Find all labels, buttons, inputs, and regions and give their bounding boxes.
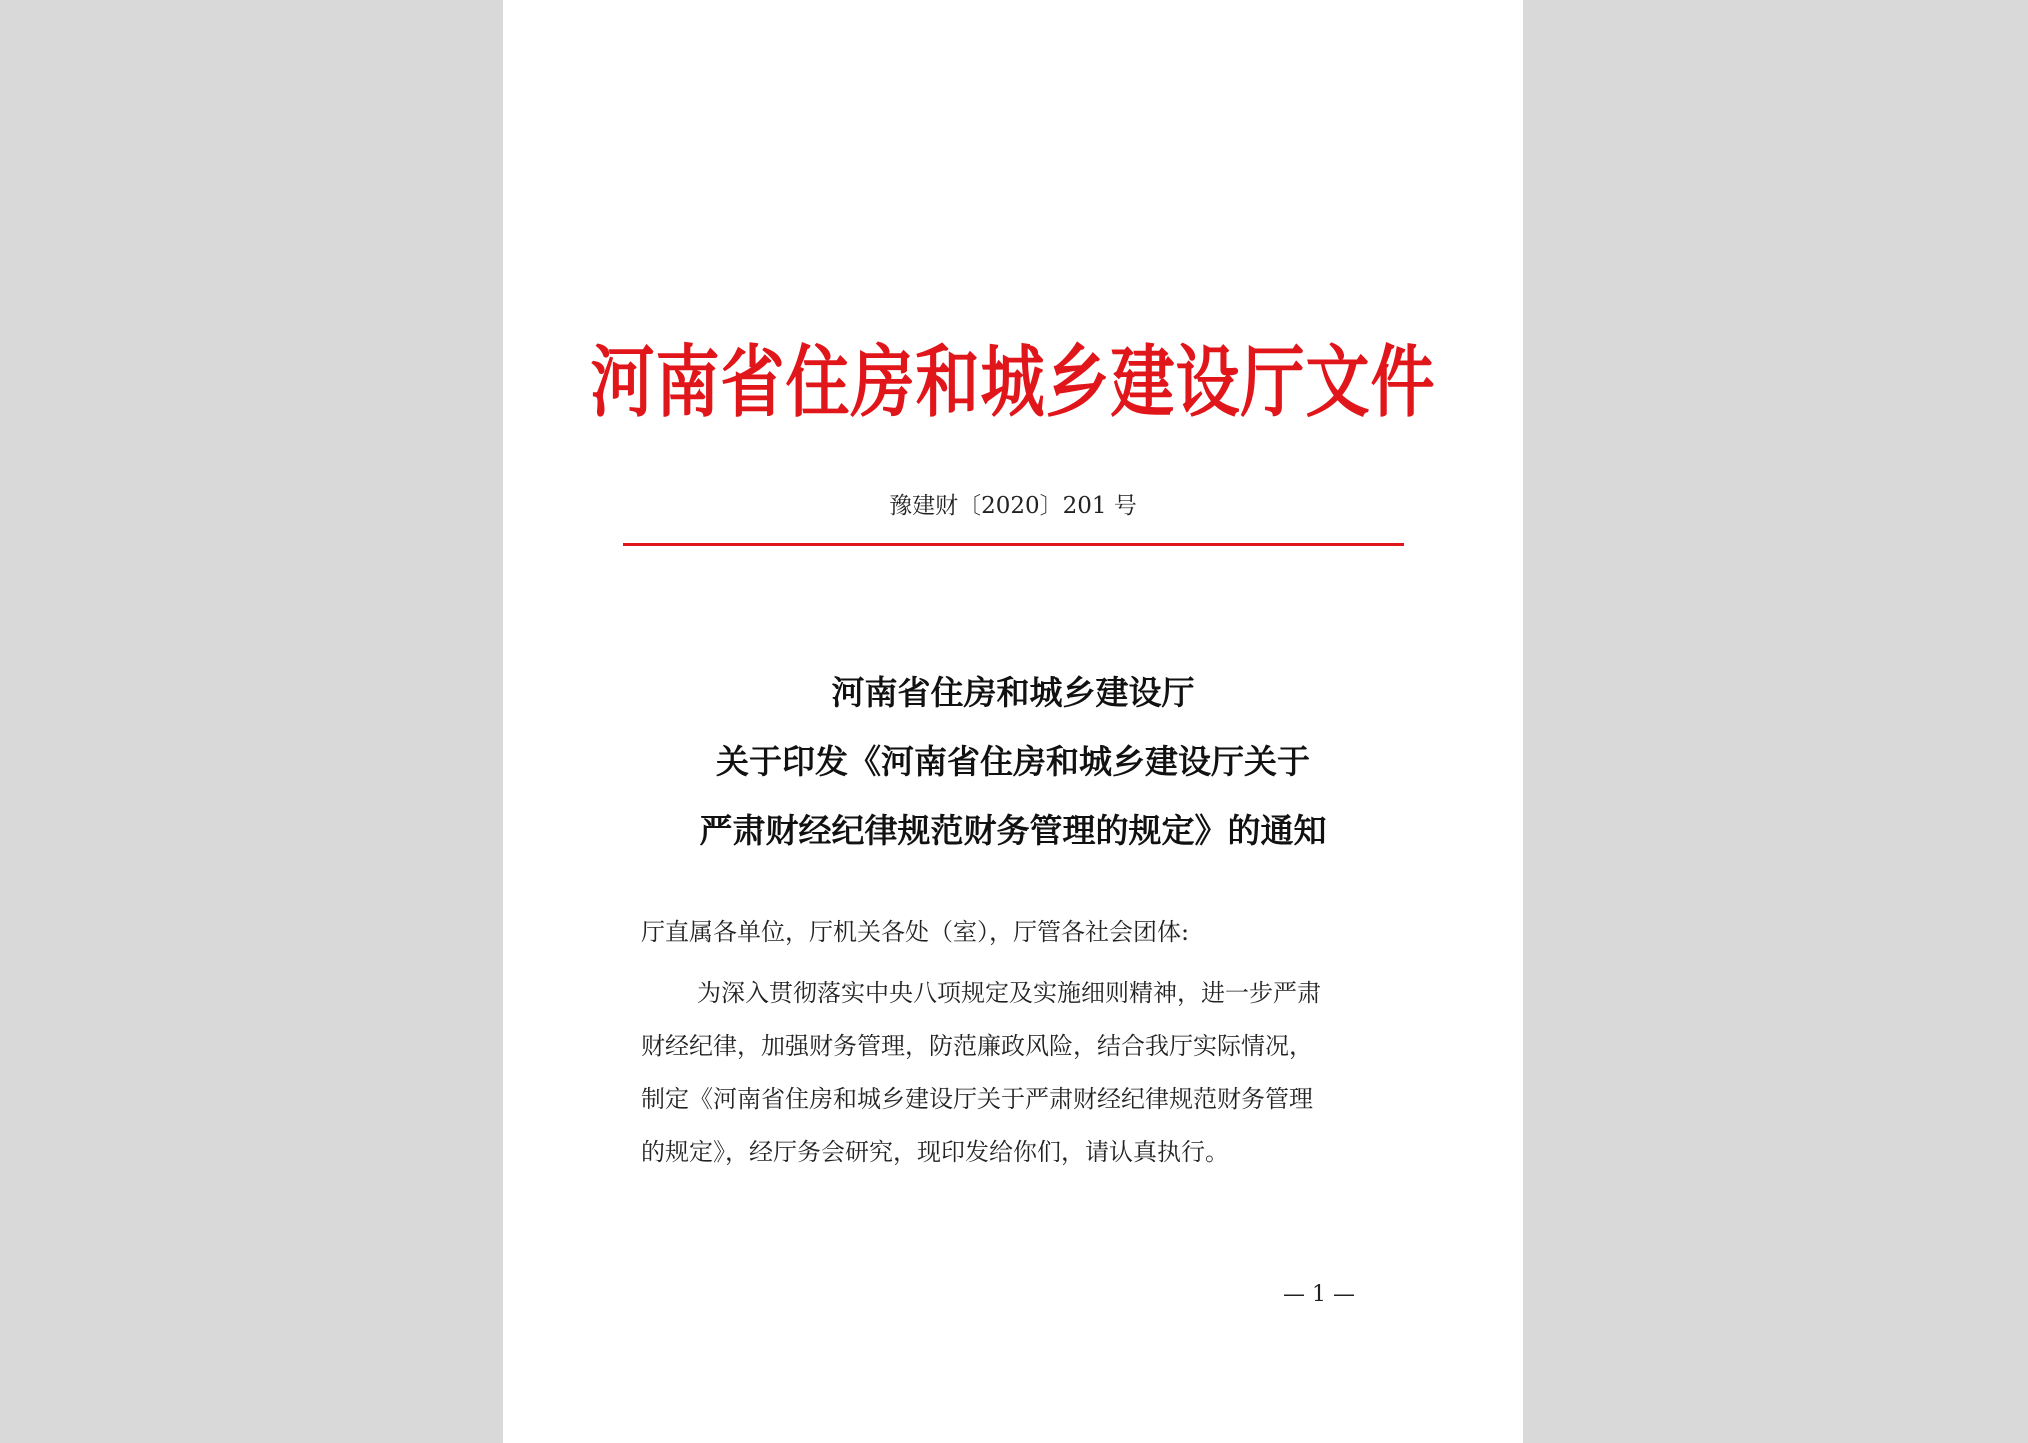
notice-title [503, 658, 1523, 865]
body-line: 为深入贯彻落实中央八项规定及实施细则精神，进一步严肃 [697, 979, 1321, 1007]
document-number: 豫建财〔2020〕201 号 [889, 493, 1137, 519]
notice-title-line: 河南省住房和城乡建设厅 [831, 673, 1195, 712]
body-paragraph [641, 967, 1401, 1179]
body-line: 财经纪律，加强财务管理，防范廉政风险，结合我厅实际情况， [641, 1032, 1313, 1060]
body-line: 的规定》，经厅务会研究，现印发给你们，请认真执行。 [641, 1138, 1229, 1166]
red-divider-line [623, 543, 1404, 546]
body-line: 制定《河南省住房和城乡建设厅关于严肃财经纪律规范财务管理 [641, 1085, 1313, 1113]
salutation: 厅直属各单位，厅机关各处（室），厅管各社会团体: [641, 918, 1190, 946]
notice-title-line: 关于印发《河南省住房和城乡建设厅关于 [716, 742, 1310, 781]
masthead-title: 河南省住房和城乡建设厅文件 [590, 338, 1436, 429]
document-page [503, 0, 1523, 1443]
page-number: — 1 — [1283, 1282, 1355, 1307]
notice-title-line: 严肃财经纪律规范财务管理的规定》的通知 [699, 811, 1327, 850]
